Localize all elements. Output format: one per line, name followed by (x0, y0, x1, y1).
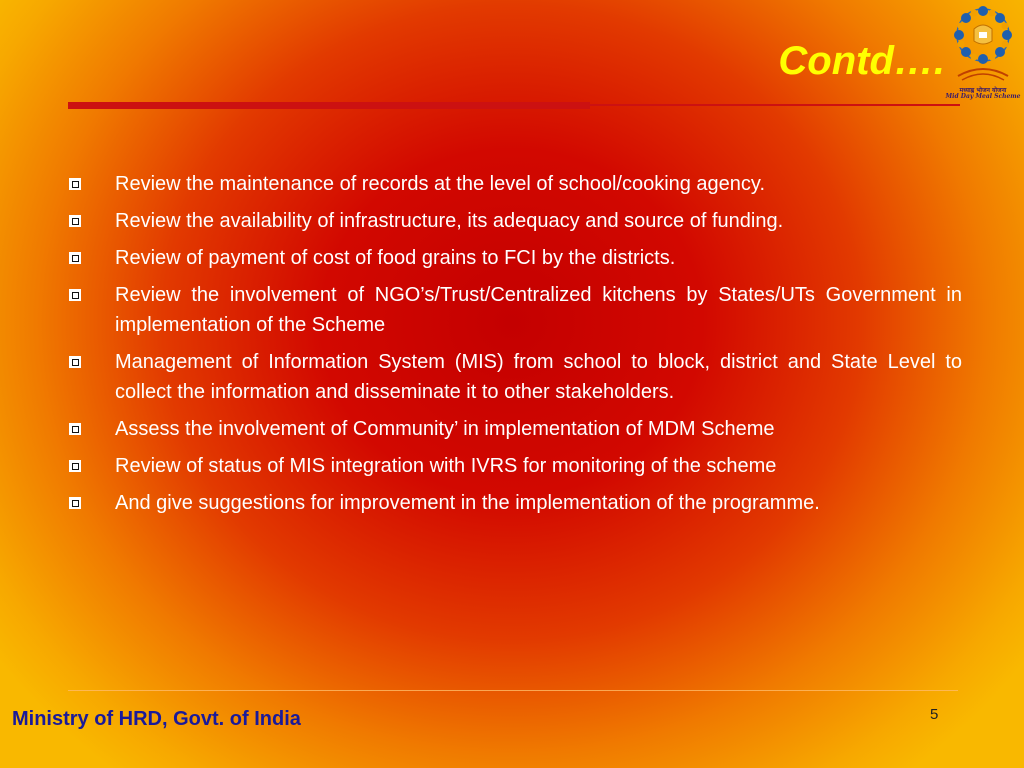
checkbox-bullet-icon (69, 356, 81, 368)
page-number: 5 (930, 706, 939, 723)
mid-day-meal-logo (944, 2, 1022, 102)
bullet-text: Review the availability of infrastructure, its adequacy and source of funding. (115, 210, 784, 232)
bullet-item (68, 414, 962, 444)
bullet-text: Assess the involvement of Community’ in implementation of MDM Scheme (115, 418, 775, 440)
checkbox-bullet-icon (69, 252, 81, 264)
slide-content (68, 169, 962, 525)
checkbox-bullet-icon (69, 178, 81, 190)
checkbox-bullet-icon (69, 215, 81, 227)
bullet-item (68, 169, 962, 199)
bullet-item (68, 347, 962, 407)
bullet-text: Management of Information System (MIS) from school to block, district and State Level to collect the information and disseminate it to other stakeholders. (115, 351, 962, 403)
title-underline-thin (590, 104, 960, 106)
footer-ministry-text: Ministry of HRD, Govt. of India (12, 708, 301, 730)
bullet-text: And give suggestions for improvement in the implementation of the programme. (115, 492, 820, 514)
footer-divider (68, 690, 958, 691)
bullet-text: Review of status of MIS integration with IVRS for monitoring of the scheme (115, 455, 777, 477)
bullet-item (68, 488, 962, 518)
title-underline (68, 102, 590, 109)
bullet-text: Review the maintenance of records at the level of school/cooking agency. (115, 173, 765, 195)
checkbox-bullet-icon (69, 289, 81, 301)
checkbox-bullet-icon (69, 423, 81, 435)
logo-hindi-text: मध्याह्न भोजन योजना (959, 87, 1007, 94)
logo-english-text: Mid Day Meal Scheme (945, 93, 1021, 100)
bullet-item (68, 280, 962, 340)
bullet-item (68, 206, 962, 236)
mid-day-meal-logo-icon (952, 2, 1014, 86)
checkbox-bullet-icon (69, 497, 81, 509)
bullet-list (68, 169, 962, 518)
bullet-item (68, 243, 962, 273)
bullet-text: Review of payment of cost of food grains to FCI by the districts. (115, 247, 676, 269)
slide-title: Contd…. (778, 39, 945, 83)
bullet-text: Review the involvement of NGO’s/Trust/Centralized kitchens by States/UTs Government in implementation of the Scheme (115, 284, 962, 336)
bullet-item (68, 451, 962, 481)
checkbox-bullet-icon (69, 460, 81, 472)
